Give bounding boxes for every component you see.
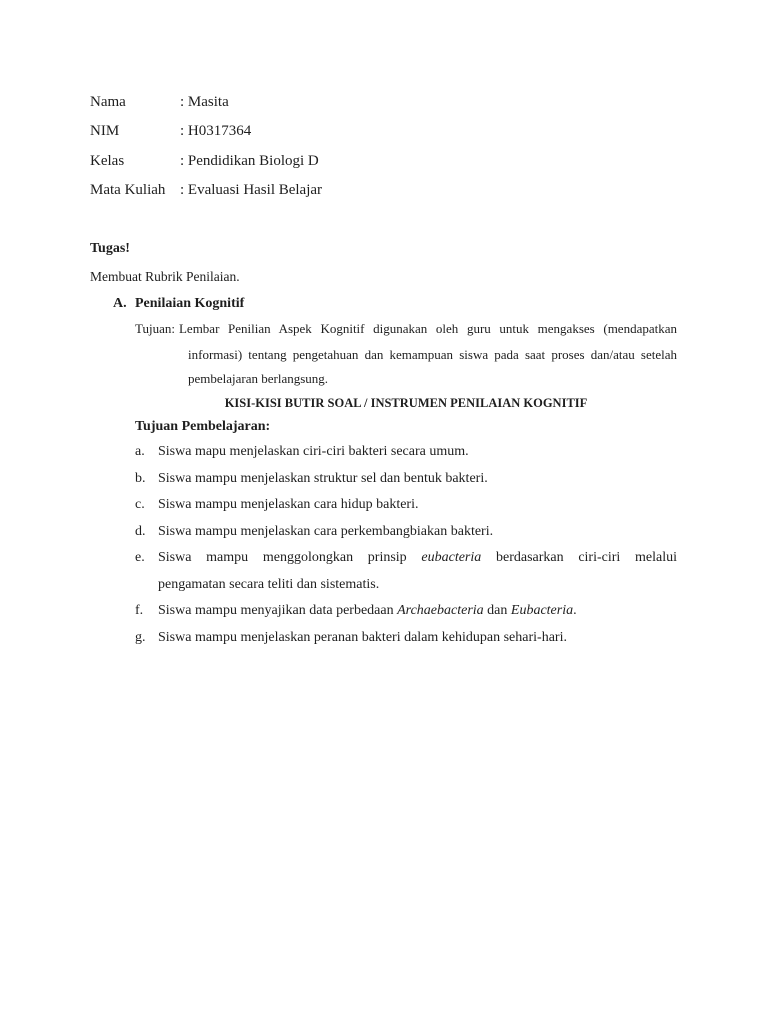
field-row-mata-kuliah <box>90 176 390 205</box>
list-item-text: Siswa mampu menjelaskan struktur sel dan bentuk bakteri. <box>158 470 488 486</box>
objectives-title: Tujuan Pembelajaran: <box>135 419 271 434</box>
text-segment: . <box>573 603 577 618</box>
table-heading: KISI-KISI BUTIR SOAL / INSTRUMEN PENILAIAN KOGNITIF <box>224 396 588 410</box>
list-marker: a. <box>135 444 145 459</box>
field-label: Nama <box>90 94 126 110</box>
list-item-text: Siswa mampu menjelaskan cara perkembangbiakan bakteri. <box>158 523 494 539</box>
section-title: Penilaian Kognitif <box>135 296 245 311</box>
list-item-text: Siswa mampu menjelaskan peranan bakteri dalam kehidupan sehari-hari. <box>158 629 567 645</box>
text-segment: Siswa mampu menggolongkan prinsip <box>158 550 422 565</box>
field-label: NIM <box>90 123 120 140</box>
list-item-text: Siswa mapu menjelaskan ciri-ciri bakteri secara umum. <box>158 444 469 459</box>
italic-term: Archaebacteria <box>397 603 484 618</box>
identity-header <box>90 88 390 206</box>
section-marker: A. <box>113 296 127 311</box>
field-label: Kelas <box>90 152 125 169</box>
purpose-line <box>135 320 677 338</box>
list-item-text: Siswa mampu menjelaskan cara hidup bakteri. <box>158 497 419 512</box>
text-segment: berdasarkan ciri-ciri melalui <box>481 550 677 565</box>
field-value: : Masita <box>180 94 229 110</box>
purpose-text: Lembar Penilian Aspek Kognitif digunakan oleh guru untuk mengakses (mendapatkan <box>178 321 677 336</box>
text-segment: dan <box>483 603 511 618</box>
field-value: : H0317364 <box>180 123 252 140</box>
list-marker: d. <box>135 523 146 539</box>
list-marker: c. <box>135 497 145 512</box>
list-item <box>135 466 677 493</box>
field-row-kelas <box>90 147 390 176</box>
field-value: : Pendidikan Biologi D <box>180 152 319 169</box>
italic-term: Eubacteria <box>510 603 574 618</box>
list-item <box>135 625 677 652</box>
task-title: Tugas! <box>90 241 130 256</box>
list-item-text-continued: pengamatan secara teliti dan sistematis. <box>158 576 380 592</box>
list-marker: g. <box>135 629 146 645</box>
text-segment: Siswa mampu menyajikan data perbedaan <box>158 603 398 618</box>
field-label: Mata Kuliah <box>90 182 166 199</box>
list-item-text <box>158 598 677 625</box>
field-row-nama <box>90 88 390 117</box>
objectives-list <box>135 439 677 651</box>
list-item <box>135 598 677 625</box>
list-item-text <box>158 545 677 572</box>
purpose-label: Tujuan: <box>135 321 175 336</box>
list-item <box>135 492 677 519</box>
list-item <box>135 545 677 598</box>
purpose-line: pembelajaran berlangsung. <box>188 371 329 386</box>
task-instruction: Membuat Rubrik Penilaian. <box>90 269 240 284</box>
list-marker: b. <box>135 470 146 486</box>
field-value: : Evaluasi Hasil Belajar <box>180 182 323 199</box>
purpose-line: informasi) tentang pengetahuan dan kemampuan siswa pada saat proses dan/atau setelah <box>188 347 677 362</box>
list-item <box>135 519 677 546</box>
list-marker: e. <box>135 550 145 565</box>
list-item <box>135 439 677 466</box>
list-marker: f. <box>135 603 144 618</box>
field-row-nim <box>90 117 390 146</box>
italic-term: eubacteria <box>421 550 482 565</box>
